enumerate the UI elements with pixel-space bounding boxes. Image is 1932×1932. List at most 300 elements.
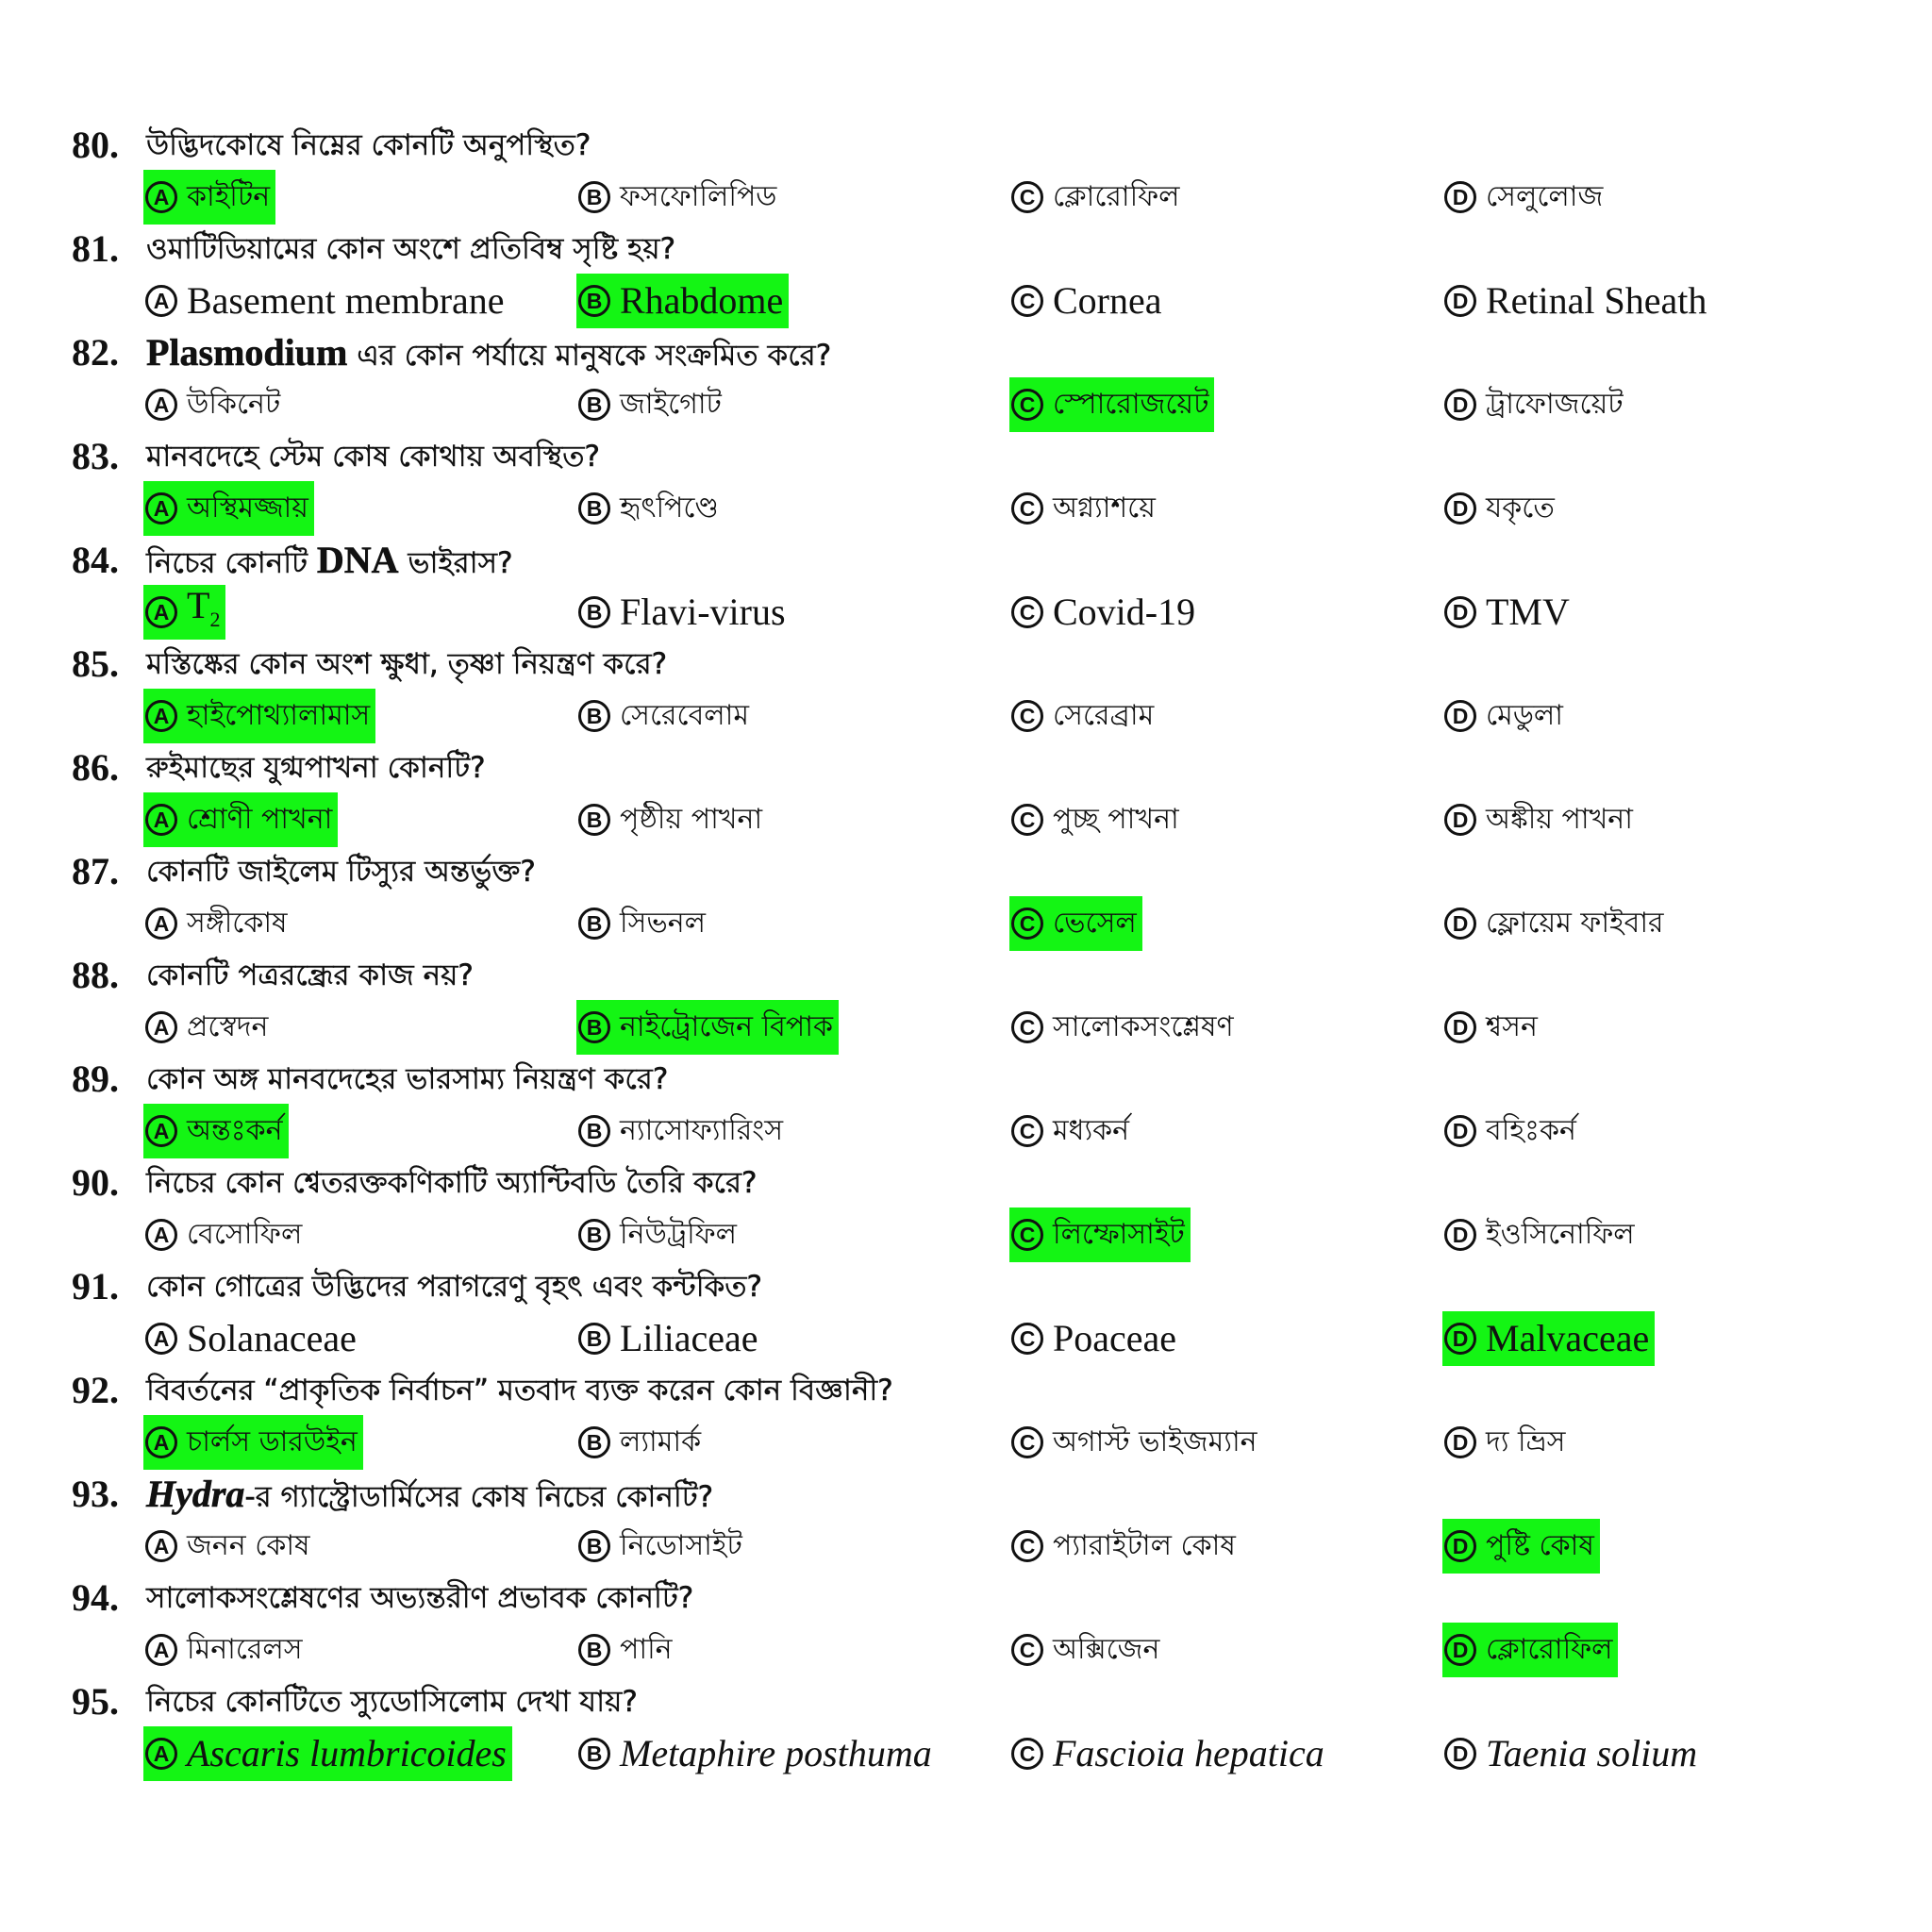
question-latin-term: Hydra [146,1473,245,1515]
question-text-main: মস্তিষ্কের কোন অংশ ক্ষুধা, তৃষ্ণা নিয়ন্ত্রণ করে? [146,647,668,681]
question-text-main: রুইমাছের যুগ্মপাখনা কোনটি? [146,751,486,785]
options-row [0,1726,1932,1781]
option-letter-circle-icon: C [1011,1115,1043,1147]
question-text [146,853,536,891]
option-label [620,1527,742,1565]
option-label [620,386,722,424]
option-label-text: ভেসেল [1053,907,1137,940]
option-label-text: কাইটিন [187,180,271,213]
option-a-correct[interactable] [143,689,375,743]
option-label-text: ক্লোরোফিল [1053,180,1180,213]
option-b[interactable] [576,170,782,225]
question-number: 93. [72,1473,119,1515]
option-a-correct[interactable] [143,481,314,536]
question-text [146,1268,762,1306]
option-label [1053,178,1179,216]
question-text [146,1475,713,1516]
option-label [187,1732,507,1774]
option-label [1053,1112,1129,1150]
option-label [620,490,719,527]
option-c-correct[interactable] [1009,896,1142,951]
option-letter-circle-icon: D [1444,1530,1476,1562]
option-letter-circle-icon: A [145,804,177,836]
option-letter-circle-icon: A [145,1530,177,1562]
option-letter-circle-icon: D [1444,804,1476,836]
option-label-text: Malvaceae [1486,1317,1650,1359]
option-a[interactable] [143,1000,274,1055]
question-row [0,432,1932,481]
option-label [1053,279,1162,322]
option-label-text: জাইগোট [620,388,722,421]
question-text-main: কোনটি পত্ররন্ধ্রের কাজ নয়? [146,958,474,992]
option-label-text: নিউট্রফিল [620,1218,738,1251]
option-label-text: T [187,583,210,626]
option-c[interactable] [1009,1623,1165,1677]
option-label-text: TMV [1486,591,1570,633]
question-row [0,1574,1932,1623]
options-row [0,896,1932,951]
options-row [0,170,1932,225]
option-label [1486,490,1555,527]
option-a[interactable] [143,1623,308,1677]
option-letter-circle-icon: A [145,1323,177,1355]
question-number: 84. [72,539,119,581]
option-label [620,1631,673,1669]
option-label-text: Liliaceae [620,1317,758,1359]
option-label [1486,279,1707,322]
option-label [187,279,505,322]
option-b[interactable] [576,792,768,847]
option-label-text: বেসোফিল [187,1218,303,1251]
option-letter-circle-icon: D [1444,181,1476,213]
question-row [0,847,1932,896]
option-letter-circle-icon: D [1444,1115,1476,1147]
option-label-text: সঙ্গীকোষ [187,907,288,940]
question-text [146,1579,693,1617]
option-a-correct[interactable] [143,1104,289,1158]
option-letter-circle-icon: D [1444,908,1476,940]
option-b[interactable] [576,481,724,536]
option-letter-circle-icon: C [1011,596,1043,628]
question-text [146,1372,893,1409]
option-label-text: নাইট্রোজেন বিপাক [620,1010,833,1043]
option-letter-circle-icon: D [1444,1011,1476,1043]
option-label-text: Fascioia hepatica [1053,1732,1324,1774]
question-row [0,1470,1932,1519]
question-text-main: উদ্ভিদকোষে নিম্নের কোনটি অনুপস্থিত? [146,128,591,162]
option-label [187,1216,302,1254]
option-label-text: ল্যামার্ক [620,1425,702,1458]
question-row [0,1366,1932,1415]
option-label [1053,1631,1159,1669]
option-label-text: স্পোরোজয়েট [1053,388,1209,421]
option-label [187,178,270,216]
option-b[interactable] [576,1104,789,1158]
question-number: 81. [72,227,119,270]
option-label-subscript: 2 [209,607,221,631]
option-letter-circle-icon: B [578,1011,610,1043]
question-row [0,640,1932,689]
option-letter-circle-icon: B [578,1530,610,1562]
option-letter-circle-icon: C [1011,492,1043,525]
question-text [146,541,513,582]
option-label [620,178,776,216]
option-label-text: Basement membrane [187,279,505,322]
options-row [0,1519,1932,1574]
option-d[interactable] [1442,1726,1703,1781]
option-label [1486,1008,1538,1046]
question-row [0,1158,1932,1208]
question-number: 83. [72,435,119,477]
question-text-main: কোন গোত্রের উদ্ভিদের পরাগরেণু বৃহৎ এবং কন্টকিত? [146,1270,762,1304]
option-label-text: মেডুলা [1486,699,1563,732]
option-label [1486,1216,1635,1254]
option-label-text: অক্সিজেন [1053,1633,1160,1666]
option-label-text: শ্বসন [1486,1010,1538,1043]
option-letter-circle-icon: B [578,1634,610,1666]
option-label-text: প্রস্বেদন [187,1010,269,1043]
option-c[interactable] [1009,1104,1135,1158]
question-row [0,328,1932,377]
option-d[interactable] [1442,274,1712,328]
option-a[interactable] [143,274,510,328]
option-label-text: অঙ্কীয় পাখনা [1486,803,1633,836]
option-letter-circle-icon: C [1011,1530,1043,1562]
option-letter-circle-icon: A [145,1634,177,1666]
option-label-text: Covid-19 [1053,591,1196,633]
question-text-prefix: নিচের কোনটি [146,546,317,580]
question-number: 92. [72,1369,119,1411]
option-letter-circle-icon: C [1011,1426,1043,1458]
option-b[interactable] [576,1208,742,1262]
option-label-text: ট্রাফোজয়েট [1486,388,1624,421]
option-label-text: নিডোসাইট [620,1529,742,1562]
option-a-correct[interactable] [143,792,338,847]
option-c[interactable] [1009,1000,1240,1055]
options-row [0,1104,1932,1158]
option-a-correct[interactable] [143,585,225,640]
option-label [1486,1631,1612,1669]
option-label-text: পুষ্টি কোষ [1486,1529,1594,1562]
option-letter-circle-icon: B [578,1426,610,1458]
options-row [0,1000,1932,1055]
option-c-correct[interactable] [1009,1208,1191,1262]
option-label [187,583,221,639]
option-label-text: মিনারেলস [187,1633,303,1666]
question-text [146,1060,668,1098]
question-text-main: -র গ্যাস্ট্রোডার্মিসের কোষ নিচের কোনটি? [244,1480,714,1514]
question-latin-term: DNA [316,539,399,581]
question-number: 95. [72,1680,119,1723]
options-row [0,1415,1932,1470]
option-c[interactable] [1009,481,1161,536]
option-label [1053,386,1208,424]
option-d-correct[interactable] [1442,1623,1618,1677]
option-letter-circle-icon: B [578,908,610,940]
option-label [187,905,288,942]
option-c[interactable] [1009,170,1185,225]
option-letter-circle-icon: B [578,804,610,836]
option-label [1053,1527,1236,1565]
option-letter-circle-icon: C [1011,1738,1043,1770]
option-d[interactable] [1442,689,1569,743]
option-label-text: অগাস্ট ভাইজম্যান [1053,1425,1257,1458]
option-d[interactable] [1442,792,1639,847]
option-letter-circle-icon: B [578,596,610,628]
question-text [146,331,832,375]
options-row [0,481,1932,536]
option-letter-circle-icon: D [1444,285,1476,317]
question-text-main: নিচের কোন শ্বেতরক্তকণিকাটি অ্যান্টিবডি তৈরি করে? [146,1166,758,1200]
option-letter-circle-icon: A [145,389,177,421]
option-label-text: ক্লোরোফিল [1486,1633,1613,1666]
option-letter-circle-icon: D [1444,492,1476,525]
question-row [0,225,1932,274]
option-d[interactable] [1442,1208,1641,1262]
option-label-text: Retinal Sheath [1486,279,1707,322]
option-c[interactable] [1009,1519,1241,1574]
option-letter-circle-icon: A [145,285,177,317]
option-label [1486,1424,1565,1461]
option-label [620,279,784,322]
question-text [146,749,486,787]
option-label-text: হাইপোথ্যালামাস [187,699,371,732]
option-a-correct[interactable] [143,1726,512,1781]
option-b[interactable] [576,585,791,640]
option-letter-circle-icon: A [145,1426,177,1458]
option-letter-circle-icon: A [145,1011,177,1043]
option-letter-circle-icon: D [1444,1323,1476,1355]
option-b[interactable] [576,1519,748,1574]
option-label-text: মধ্যকর্ন [1053,1114,1130,1147]
option-letter-circle-icon: D [1444,1219,1476,1251]
option-letter-circle-icon: B [578,492,610,525]
option-letter-circle-icon: C [1011,1323,1043,1355]
option-letter-circle-icon: C [1011,1011,1043,1043]
question-number: 86. [72,746,119,789]
question-number: 88. [72,954,119,996]
option-label-text: প্যারাইটাল কোষ [1053,1529,1236,1562]
option-letter-circle-icon: D [1444,1738,1476,1770]
question-number: 94. [72,1576,119,1619]
option-label [187,697,370,735]
question-row [0,536,1932,585]
option-letter-circle-icon: A [145,1115,177,1147]
option-label [1053,1317,1177,1359]
option-a[interactable] [143,1519,316,1574]
option-label [620,1317,758,1359]
option-label [187,490,308,527]
option-a[interactable] [143,1311,362,1366]
options-row [0,1208,1932,1262]
question-latin-term: Plasmodium [146,331,348,374]
option-label [1053,593,1195,631]
question-row [0,951,1932,1000]
option-label [1053,1732,1324,1774]
option-b[interactable] [576,1623,678,1677]
option-c[interactable] [1009,689,1159,743]
option-letter-circle-icon: C [1011,700,1043,732]
option-label-text: Solanaceae [187,1317,357,1359]
option-b[interactable] [576,896,711,951]
option-letter-circle-icon: C [1011,389,1043,421]
option-c-correct[interactable] [1009,377,1214,432]
question-text-main: এর কোন পর্যায়ে মানুষকে সংক্রমিত করে? [347,339,832,373]
option-label-text: উকিনেট [187,388,281,421]
option-label-text: Rhabdome [620,279,784,322]
option-label [187,386,280,424]
option-d[interactable] [1442,896,1670,951]
option-letter-circle-icon: D [1444,389,1476,421]
option-label [620,1008,833,1046]
option-label [1486,1732,1698,1774]
option-label-text: Ascaris lumbricoides [187,1732,507,1774]
option-a[interactable] [143,377,286,432]
option-label [1486,697,1563,735]
question-text [146,957,474,994]
option-c[interactable] [1009,792,1185,847]
option-b[interactable] [576,377,727,432]
option-letter-circle-icon: D [1444,1634,1476,1666]
option-label-text: যকৃতে [1486,491,1555,525]
option-label [1486,801,1633,839]
options-row [0,1311,1932,1366]
option-c[interactable] [1009,585,1201,640]
option-c[interactable] [1009,274,1168,328]
question-number: 85. [72,642,119,685]
option-b[interactable] [576,689,755,743]
option-label [620,1216,737,1254]
question-text-main: ওমাটিডিয়ামের কোন অংশে প্রতিবিম্ব সৃষ্টি হয়? [146,232,676,266]
option-label-text: সেরেব্রাম [1053,699,1155,732]
option-label-text: Metaphire posthuma [620,1732,932,1774]
option-letter-circle-icon: A [145,596,177,628]
question-number: 91. [72,1265,119,1307]
option-label-text: অগ্ন্যাশয়ে [1053,491,1156,525]
option-letter-circle-icon: B [578,389,610,421]
question-number: 82. [72,331,119,374]
options-row [0,377,1932,432]
option-label [1486,1527,1594,1565]
option-c[interactable] [1009,1415,1263,1470]
question-row [0,121,1932,170]
option-a-correct[interactable] [143,1415,363,1470]
option-label [1486,386,1624,424]
option-b-correct[interactable] [576,1000,839,1055]
option-a-correct[interactable] [143,170,275,225]
option-label [1486,1317,1650,1359]
option-letter-circle-icon: C [1011,1219,1043,1251]
question-row [0,1677,1932,1726]
option-label [1053,697,1154,735]
option-label-text: Flavi-virus [620,591,786,633]
option-letter-circle-icon: B [578,285,610,317]
option-label-text: চার্লস ডারউইন [187,1425,358,1458]
option-d-correct[interactable] [1442,1311,1655,1366]
option-letter-circle-icon: B [578,1323,610,1355]
option-label-text: সেরেবেলাম [620,699,750,732]
question-number: 89. [72,1058,119,1100]
option-label-text: জনন কোষ [187,1529,310,1562]
option-d[interactable] [1442,585,1575,640]
option-label-text: ইওসিনোফিল [1486,1218,1635,1251]
option-a[interactable] [143,1208,308,1262]
option-d[interactable] [1442,1104,1582,1158]
option-b[interactable] [576,1726,938,1781]
option-b-correct[interactable] [576,274,789,328]
question-text [146,438,600,475]
option-label [187,1424,358,1461]
option-label-text: অস্থিমজ্জায় [187,491,308,525]
option-d[interactable] [1442,170,1608,225]
option-c[interactable] [1009,1726,1330,1781]
question-text [146,1683,638,1721]
question-text [146,1164,757,1202]
option-d[interactable] [1442,377,1629,432]
question-text-main: সালোকসংশ্লেষণের অভ্যন্তরীণ প্রভাবক কোনটি? [146,1581,694,1615]
option-d[interactable] [1442,1415,1571,1470]
option-label-text: Poaceae [1053,1317,1177,1359]
option-label-text: পৃষ্ঠীয় পাখনা [620,803,763,836]
option-d-correct[interactable] [1442,1519,1600,1574]
option-label [1053,801,1179,839]
option-label [1486,905,1664,942]
option-b[interactable] [576,1311,764,1366]
option-d[interactable] [1442,481,1560,536]
question-row [0,1262,1932,1311]
option-letter-circle-icon: C [1011,1634,1043,1666]
option-a[interactable] [143,896,293,951]
question-text [146,126,591,164]
question-number: 90. [72,1161,119,1204]
option-label [620,801,762,839]
option-label-text: দ্য ভ্রিস [1486,1425,1566,1458]
question-text-main: মানবদেহে স্টেম কোষ কোথায় অবস্থিত? [146,440,600,474]
option-label-text: ফসফোলিপিড [620,180,777,213]
option-label-text: হৃৎপিণ্ডে [620,491,719,525]
option-label [187,801,332,839]
option-label [1053,905,1137,942]
option-label-text: ন্যাসোফ্যারিংস [620,1114,784,1147]
option-letter-circle-icon: D [1444,1426,1476,1458]
option-label [1486,593,1570,631]
question-row [0,743,1932,792]
option-c[interactable] [1009,1311,1182,1366]
option-label [620,1112,783,1150]
option-label-text: সেলুলোজ [1486,180,1604,213]
option-label [620,697,749,735]
option-b[interactable] [576,1415,707,1470]
option-d[interactable] [1442,1000,1543,1055]
option-letter-circle-icon: B [578,1115,610,1147]
question-number: 80. [72,124,119,166]
option-label [620,905,706,942]
question-text-main: কোন অঙ্গ মানবদেহের ভারসাম্য নিয়ন্ত্রণ করে? [146,1062,669,1096]
option-label [1486,178,1603,216]
options-row [0,585,1932,640]
option-letter-circle-icon: A [145,908,177,940]
options-row [0,792,1932,847]
option-label [187,1112,283,1150]
option-label [1053,490,1156,527]
option-label-text: সালোকসংশ্লেষণ [1053,1010,1234,1043]
option-label-text: অন্তঃকর্ন [187,1114,283,1147]
option-letter-circle-icon: C [1011,804,1043,836]
option-letter-circle-icon: B [578,1219,610,1251]
option-label-text: পানি [620,1633,673,1666]
option-label [620,1732,932,1774]
option-label-text: সিভনল [620,907,707,940]
